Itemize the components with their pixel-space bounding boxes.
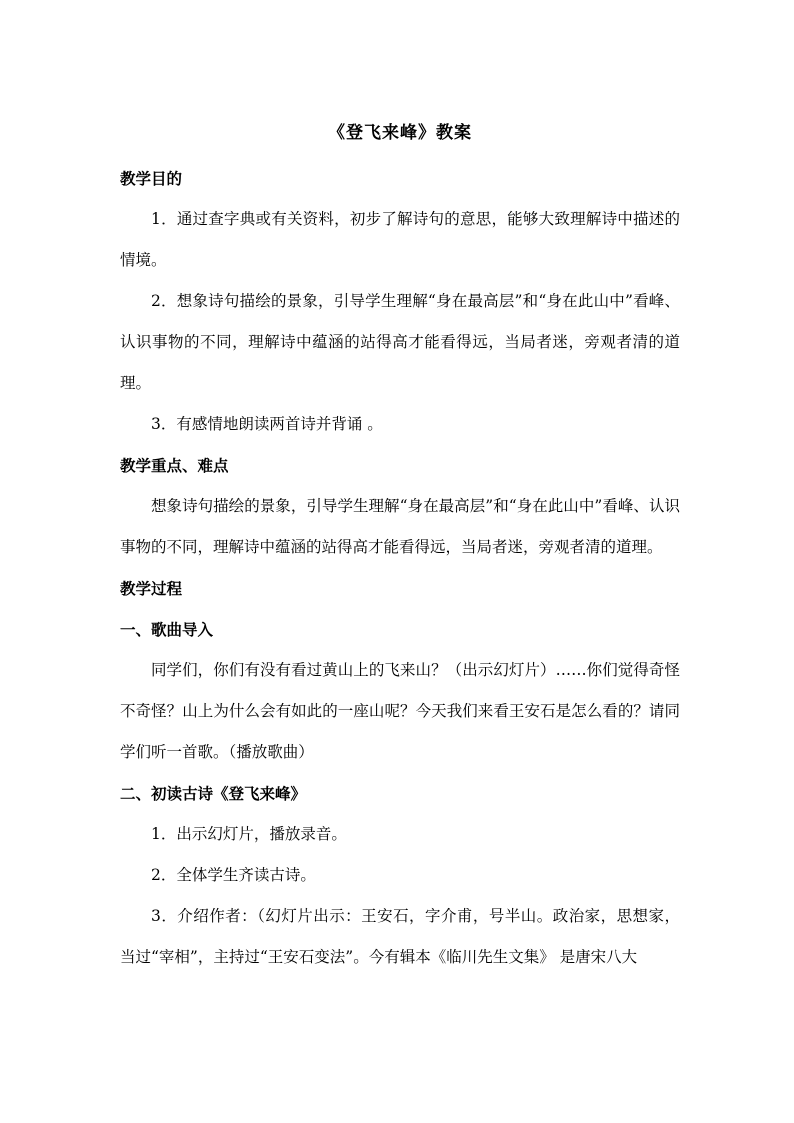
part2-heading: 二、初读古诗《登飞来峰》 <box>120 784 307 803</box>
key-points-paragraph: 想象诗句描绘的景象，引导学生理解“身在最高层”和“身在此山中”看峰、认识事物的不同，理解诗中蕴涵的站得高才能看得远，当局者迷，旁观者清的道理。 <box>120 497 680 556</box>
part2-item-3: 3．介绍作者：（幻灯片出示：王安石，字介甫，号半山。政治家，思想家，当过“宰相”，主持过“王安石变法”。今有辑本《临川先生文集》 是唐宋八大 <box>120 907 680 966</box>
document-title: 《登飞来峰》教案 <box>328 123 472 143</box>
goals-heading: 教学目的 <box>120 169 183 188</box>
part2-item-2: 2．全体学生齐读古诗。 <box>151 866 316 884</box>
part2-item-1: 1．出示幻灯片，播放录音。 <box>151 825 347 843</box>
process-heading: 教学过程 <box>120 579 183 598</box>
goals-item-3: 3．有感情地朗读两首诗并背诵 。 <box>151 415 383 433</box>
part1-heading: 一、歌曲导入 <box>120 620 214 639</box>
document-page <box>120 118 680 978</box>
part1-paragraph: 同学们，你们有没有看过黄山上的飞来山？（出示幻灯片）……你们觉得奇怪不奇怪？山上为什么会有如此的一座山呢？今天我们来看王安石是怎么看的？请同学们听一首歌。（播放歌曲） <box>120 661 680 761</box>
goals-item-1: 1．通过查字典或有关资料，初步了解诗句的意思，能够大致理解诗中描述的情境。 <box>120 210 680 269</box>
goals-item-2: 2．想象诗句描绘的景象，引导学生理解“身在最高层”和“身在此山中”看峰、认识事物的不同，理解诗中蕴涵的站得高才能看得远，当局者迷，旁观者清的道理。 <box>120 292 680 392</box>
key-points-heading: 教学重点、难点 <box>120 456 229 475</box>
